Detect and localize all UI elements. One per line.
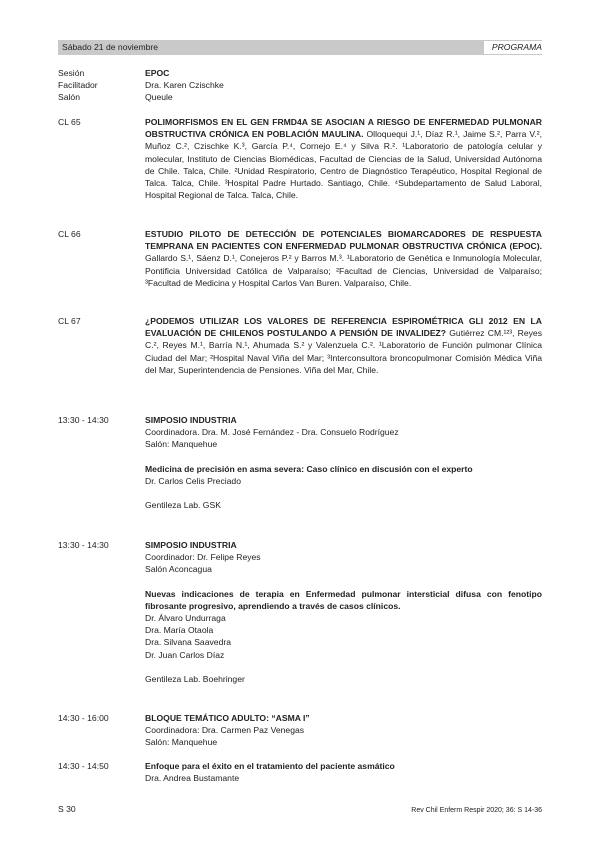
session-time: 13:30 - 14:30 xyxy=(58,540,109,550)
session-time: 13:30 - 14:30 xyxy=(58,415,109,425)
simposio-coordinator: Coordinadora. Dra. M. José Fernández - Dra. Consuelo Rodríguez xyxy=(145,427,399,438)
talk-time: 14:30 - 14:50 xyxy=(58,761,109,771)
journal-citation: Rev Chil Enferm Respir 2020; 36: S 14-36 xyxy=(411,807,542,814)
talk-title: Nuevas indicaciones de terapia en Enfermedad pulmonar intersticial difusa con fenotipo fibrosante progresivo, aprendiendo a través de casos clínicos. xyxy=(145,588,542,611)
sesion-value: EPOC xyxy=(145,68,170,78)
abstract-authors: Gallardo S.¹, Sáenz D.¹, Conejeros P.² y Barros M.³. xyxy=(145,253,345,264)
facilitador-value: Dra. Karen Czischke xyxy=(145,80,224,90)
abstract-title: ¿PODEMOS UTILIZAR LOS VALORES DE REFERENCIA ESPIROMÉTRICA GLI 2012 EN LA EVALUACIÓN DE CHILENOS POSTULANDO A PENSIÓN DE INVALIDEZ? xyxy=(145,316,542,339)
abstract-code: CL 65 xyxy=(58,117,81,127)
header-section: PROGRAMA xyxy=(484,41,542,54)
sponsor-text: Gentileza Lab. Boehringer xyxy=(145,673,245,684)
simposio-salon: Salón Aconcagua xyxy=(145,564,212,575)
abstract-title: POLIMORFISMOS EN EL GEN FRMD4A SE ASOCIAN A RIESGO DE ENFERMEDAD PULMONAR OBSTRUCTIVA CRÓNICA EN POBLACIÓN MAULINA. xyxy=(145,117,542,140)
simposio-body xyxy=(145,539,542,685)
speaker-item: Dr. Álvaro Undurraga xyxy=(145,613,226,624)
abstract-body xyxy=(145,116,542,201)
bloque-salon: Salón: Manquehue xyxy=(145,737,218,748)
abstract-body xyxy=(145,228,542,289)
talk-speaker: Dr. Carlos Celis Preciado xyxy=(145,475,241,486)
abstract-body xyxy=(145,315,542,376)
abstract-affiliations: ¹Laboratorio de Genética e Inmunología Molecular, Pontificia Universidad Católica de Valparaíso; ²Facultad de Ciencias, Universidad de Valparaíso; ³Facultad de Medicina y Hospital Carlos Van Buren. Valparaíso, Chile. xyxy=(145,253,542,288)
bloque-title: BLOQUE TEMÁTICO ADULTO: “ASMA I” xyxy=(145,713,310,723)
abstract-affiliations: ¹Laboratorio de Función pulmonar Clínica Ciudad del Mar; ²Hospital Naval Viña del Mar; ³Interconsultora broncopulmonar Comisión Médica Viña del Mar, Superintendencia de Pensiones. Viña del Mar, Chile. xyxy=(145,340,542,375)
page-number: S 30 xyxy=(58,804,76,814)
salon-value: Queule xyxy=(145,92,173,102)
simposio-title: SIMPOSIO INDUSTRIA xyxy=(145,540,237,550)
simposio-salon: Salón: Manquehue xyxy=(145,439,218,450)
simposio-body xyxy=(145,414,542,511)
bloque-body xyxy=(145,712,542,749)
page-header-bar xyxy=(58,40,542,55)
salon-label: Salón xyxy=(58,92,80,102)
abstract-code: CL 67 xyxy=(58,316,81,326)
talk-speaker: Dra. Andrea Bustamante xyxy=(145,773,240,784)
abstract-code: CL 66 xyxy=(58,229,81,239)
speaker-item: Dr. Juan Carlos Díaz xyxy=(145,649,225,660)
session-time: 14:30 - 16:00 xyxy=(58,713,109,723)
simposio-coordinator: Coordinador: Dr. Felipe Reyes xyxy=(145,552,261,563)
sesion-label: Sesión xyxy=(58,68,85,78)
speaker-item: Dra. Silvana Saavedra xyxy=(145,637,231,648)
talk-title: Enfoque para el éxito en el tratamiento del paciente asmático xyxy=(145,761,395,771)
abstract-title: ESTUDIO PILOTO DE DETECCIÓN DE POTENCIALES BIOMARCADORES DE RESPUESTA TEMPRANA EN PACIENTES CON ENFERMEDAD PULMONAR OBSTRUCTIVA CRÓNICA (EPOC). xyxy=(145,229,542,252)
abstract-authors: Olloquequi J.¹, Díaz R.¹, Jaime S.², Parra V.², Muñoz C.², Czischke K.³, García P.⁴, Cornejo E.⁴ y Silva R.². xyxy=(145,129,543,152)
header-date: Sábado 21 de noviembre xyxy=(62,42,159,52)
facilitador-label: Facilitador xyxy=(58,80,98,90)
talk-title: Medicina de precisión en asma severa: Caso clínico en discusión con el experto xyxy=(145,463,473,474)
speaker-item: Dra. María Otaola xyxy=(145,625,214,636)
abstract-affiliations: ¹Laboratorio de patología celular y molecular, Instituto de Ciencias Biomédicas, Facultad de Ciencias de la Salud, Universidad Autónoma de Chile. Talca, Chile. ²Unidad Respiratorio, Centro de Diagnóstico Terapéutico, Hospital Regional de Talca. Talca, Chile. ³Hospital Padre Hurtado. Santiago, Chile. ⁴Subdepartamento de Salud Laboral, Hospital Regional de Talca. Talca, Chile. xyxy=(145,141,543,201)
simposio-title: SIMPOSIO INDUSTRIA xyxy=(145,415,237,425)
sponsor-text: Gentileza Lab. GSK xyxy=(145,500,221,511)
abstract-authors: Gutiérrez CM.¹²³, Reyes C.², Reyes M.¹, Barría N.¹, Ahumada S.² y Valenzuela C.². xyxy=(145,328,543,351)
bloque-coordinator: Coordinadora: Dra. Carmen Paz Venegas xyxy=(145,725,305,736)
talk-body xyxy=(145,760,542,784)
